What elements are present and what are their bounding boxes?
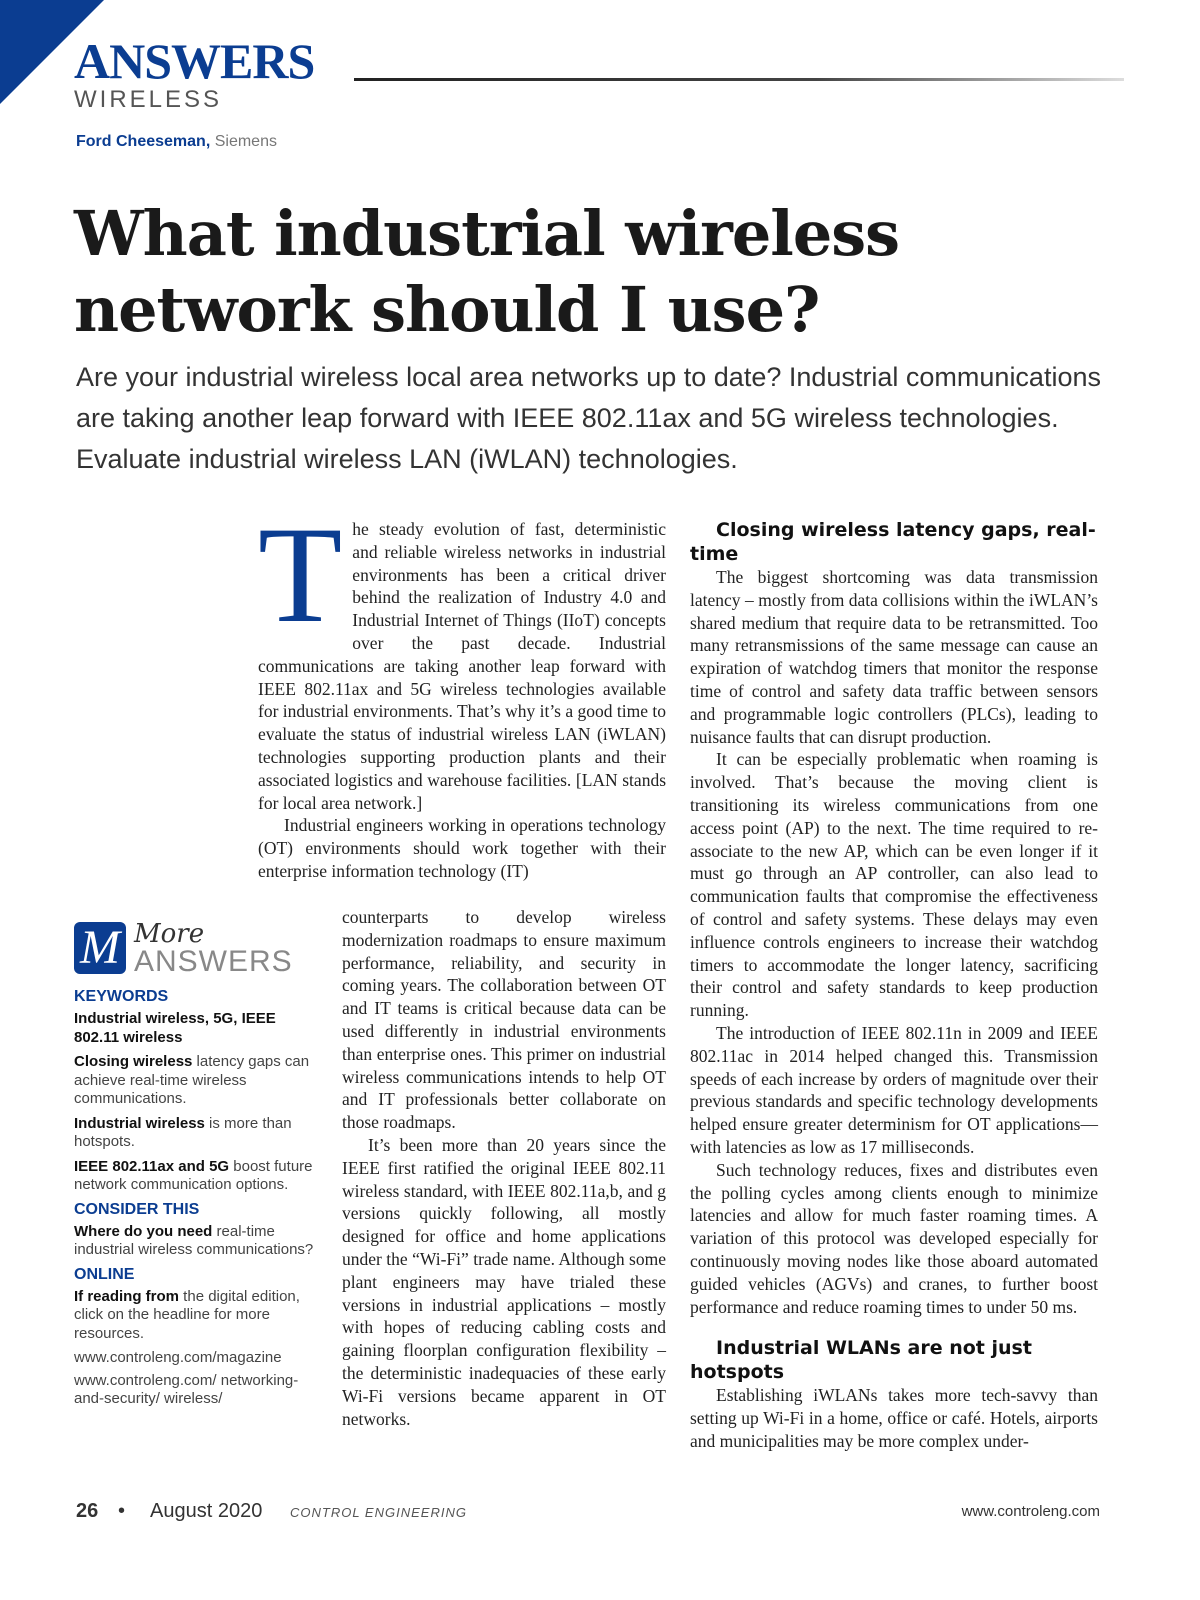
section-subtitle: WIRELESS <box>74 86 223 113</box>
online-item: If reading from the digital edition, click on the headline for more resources. <box>74 1287 300 1342</box>
keyword-item: Industrial wireless is more than hotspots. <box>74 1114 292 1150</box>
logo-more-text: More <box>134 919 205 949</box>
link-networking-wireless[interactable]: www.controleng.com/ networking-and-security/ wireless/ <box>74 1371 299 1407</box>
header-rule <box>354 78 1124 81</box>
body-paragraph: counterparts to develop wireless modernization roadmaps to ensure maximum performance, reliability, and security in coming years. The collaboration between OT and IT teams is critical because data can be used differently in industrial environments than enterprise ones. This primer on industrial wireless communications intends to help OT and IT professionals better collaborate on those roadmaps. <box>342 907 666 1133</box>
page-number: 26 <box>76 1500 99 1522</box>
body-paragraph: Such technology reduces, fixes and distributes even the polling cycles among clients enough to minimize latencies and allow for much faster roaming times. A variation of this protocol was developed especially for continuously moving nodes like those aboard automated guided vehicles (AGVs) and cranes, to further boost performance and reduce roaming times to under 50 ms. <box>690 1159 1098 1317</box>
logo-answers-text: ANSWERS <box>134 945 293 978</box>
body-column-3 <box>690 518 1098 1453</box>
keywords-heading: KEYWORDS <box>74 988 169 1005</box>
page-footer <box>76 1500 1100 1524</box>
author-name: Ford Cheeseman, <box>76 133 211 150</box>
article-headline[interactable]: What industrial wireless network should I use? <box>74 197 900 346</box>
m-logo-icon: M <box>74 922 126 974</box>
body-column-2 <box>342 906 666 1430</box>
body-paragraph: It can be especially problematic when roaming is involved. That’s because the moving client is transitioning its wireless communications from one access point (AP) to the next. The time required to re-associate to the new AP, which can be even longer if it must go through an AP controller, can also lead to communication faults that compromise the effectiveness of control and safety systems. These delays may even influence controls engineers to increase their watchdog timers to accommodate the longer latency, sacrificing their control and safety standards to keep production running. <box>690 749 1098 1021</box>
more-answers-sidebar <box>74 920 314 1413</box>
footer-url[interactable]: www.controleng.com <box>961 1503 1100 1520</box>
body-paragraph: It’s been more than 20 years since the IEEE first ratified the original IEEE 802.11 wireless standard, with IEEE 802.11a,b, and g versions quickly following, all mostly designed for office and home applications under the “Wi-Fi” trade name. Although some plant engineers may have trialed these versions in industrial applications – mostly with hopes of reducing cabling costs and gaining floorplan configuration flexibility – the deterministic inadequacies of these early Wi-Fi versions became apparent in OT networks. <box>342 1134 666 1429</box>
consider-heading: CONSIDER THIS <box>74 1200 200 1218</box>
body-paragraph: he steady evolution of fast, deterministic and reliable wireless networks in industrial environments has been a critical driver behind the realization of Industry 4.0 and Industrial Internet of Things (IIoT) concepts over the past decade. Industrial communications are taking another leap forward with IEEE 802.11ax and 5G wireless technologies available for industrial environments. That’s why it’s a good time to evaluate the status of industrial wireless LAN (iWLAN) technologies supporting production plants and their associated logistics and warehouse facilities. [LAN stands for local area network.] <box>258 519 666 813</box>
online-heading: ONLINE <box>74 1265 135 1283</box>
section-brand: ANSWERS <box>74 33 315 89</box>
keyword-item: Closing wireless latency gaps can achieve real-time wireless communications. <box>74 1053 310 1107</box>
article-dek: Are your industrial wireless local area networks up to date? Industrial communications are taking another leap forward with IEEE 802.11ax and 5G wireless technologies. Evaluate industrial wireless LAN (iWLAN) technologies. <box>76 362 1101 474</box>
keyword-item: Industrial wireless, 5G, IEEE 802.11 wireless <box>74 1010 276 1046</box>
link-magazine[interactable]: www.controleng.com/magazine <box>74 1349 282 1366</box>
more-answers-logo <box>74 920 314 982</box>
issue-date: August 2020 <box>150 1500 263 1522</box>
author-affiliation: Siemens <box>214 133 277 150</box>
byline <box>76 133 277 151</box>
body-paragraph: The introduction of IEEE 802.11n in 2009 and IEEE 802.11ac in 2014 helped changed this. Transmission speeds of each increase by orders of magnitude over their previous standards and specific technology developments helped ensure greater determinism for OT applications—with latencies as low as 17 milliseconds. <box>690 1022 1098 1157</box>
body-paragraph: The biggest shortcoming was data transmission latency – mostly from data collisions within the iWLAN’s shared medium that require data to be retransmitted. Too many retransmissions of the same message can cause an expiration of watchdog timers that monitor the response time of control and safety data traffic between sensors and programmable logic controllers (PLCs), leading to nuisance faults that can disrupt production. <box>690 567 1098 747</box>
magazine-name: CONTROL ENGINEERING <box>290 1505 467 1520</box>
subhead-latency: Closing wireless latency gaps, real-time <box>690 519 1096 565</box>
body-paragraph: Industrial engineers working in operations technology (OT) environments should work together with their enterprise information technology (IT) <box>258 815 666 881</box>
keyword-item: IEEE 802.11ax and 5G boost future network communication options. <box>74 1157 313 1193</box>
subhead-hotspots: Industrial WLANs are not just hotspots <box>690 1337 1032 1384</box>
body-column-1 <box>258 498 666 883</box>
consider-item: Where do you need real-time industrial wireless communications? <box>74 1222 314 1258</box>
footer-bullet: • <box>118 1500 126 1522</box>
body-paragraph: Establishing iWLANs takes more tech-savvy than setting up Wi-Fi in a home, office or café. Hotels, airports and municipalities may be more complex under- <box>690 1385 1098 1451</box>
drop-cap: T <box>258 498 343 651</box>
